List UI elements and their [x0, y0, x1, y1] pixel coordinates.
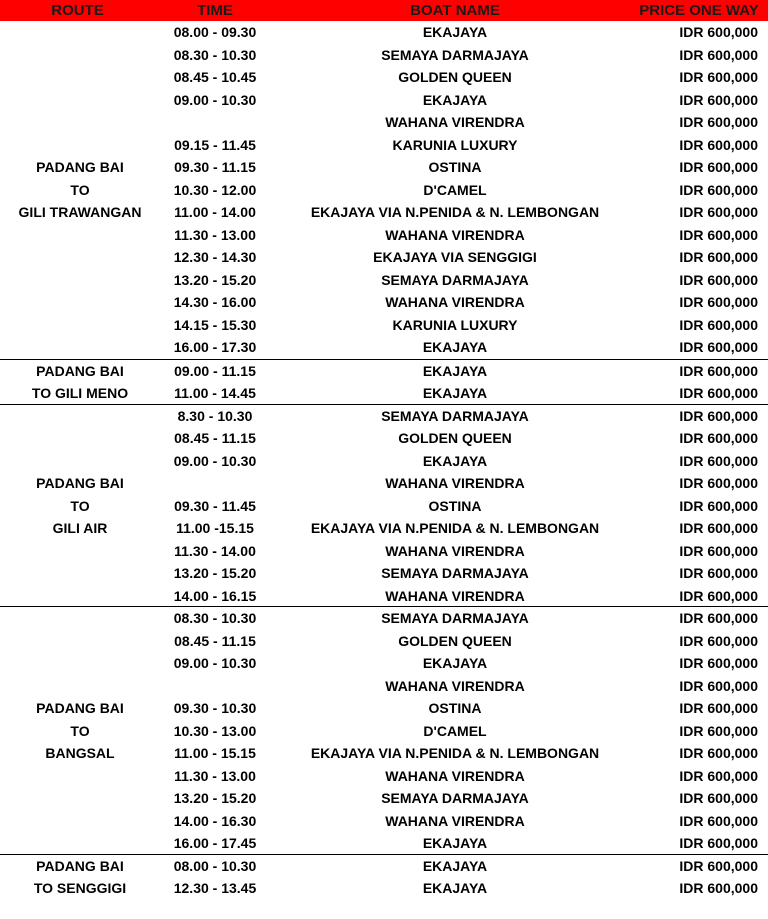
- price-one-way: IDR 600,000: [679, 880, 758, 896]
- boat-name: SEMAYA DARMAJAYA: [381, 46, 529, 63]
- boat-name: GOLDEN QUEEN: [398, 430, 512, 446]
- price-one-way: IDR 600,000: [679, 452, 758, 469]
- table-row: [0, 495, 768, 518]
- price-one-way: IDR 600,000: [679, 271, 758, 288]
- departure-time: 11.00 - 15.15: [174, 745, 256, 761]
- price-one-way: IDR 600,000: [679, 407, 758, 424]
- boat-name: WAHANA VIRENDRA: [385, 294, 525, 310]
- table-row: [0, 201, 768, 224]
- departure-time: 09.00 - 11.15: [174, 362, 256, 379]
- departure-time: 14.00 - 16.15: [173, 587, 257, 604]
- boat-name: WAHANA VIRENDRA: [385, 677, 525, 694]
- table-row: [0, 810, 768, 833]
- boat-name: KARUNIA LUXURY: [392, 316, 518, 333]
- boat-name: WAHANA VIRENDRA: [385, 226, 525, 243]
- table-row: [0, 855, 768, 878]
- departure-time: 16.00 - 17.30: [173, 339, 257, 355]
- price-one-way: IDR 600,000: [679, 181, 758, 198]
- departure-time: 14.00 - 16.30: [173, 812, 257, 829]
- table-row: [0, 89, 768, 112]
- price-one-way: IDR 600,000: [679, 46, 758, 63]
- boat-name: WAHANA VIRENDRA: [385, 475, 525, 491]
- price-one-way: IDR 600,000: [679, 136, 758, 153]
- departure-time: 14.15 - 15.30: [173, 316, 257, 333]
- route-group: [0, 21, 768, 359]
- table-header: [0, 0, 768, 21]
- route-group: [0, 404, 768, 608]
- departure-time: 11.00 -15.15: [176, 520, 254, 536]
- departure-time: 14.30 - 16.00: [173, 294, 257, 310]
- departure-time: 08.30 - 10.30: [173, 610, 257, 626]
- departure-time: 09.00 - 10.30: [173, 452, 257, 469]
- boat-name: WAHANA VIRENDRA: [385, 114, 525, 130]
- price-one-way: IDR 600,000: [679, 362, 758, 379]
- table-row: [0, 360, 768, 383]
- table-row: [0, 562, 768, 585]
- boat-name: WAHANA VIRENDRA: [385, 542, 525, 559]
- boat-name: EKAJAYA VIA N.PENIDA & N. LEMBONGAN: [310, 745, 600, 761]
- departure-time: 11.30 - 14.00: [174, 542, 256, 559]
- boat-name: EKAJAYA: [422, 880, 488, 896]
- departure-time: 16.00 - 17.45: [173, 835, 257, 851]
- price-one-way: IDR 600,000: [679, 857, 758, 874]
- boat-name: WAHANA VIRENDRA: [385, 767, 525, 784]
- price-one-way: IDR 600,000: [679, 69, 758, 85]
- price-one-way: IDR 600,000: [679, 745, 758, 761]
- boat-name: SEMAYA DARMAJAYA: [381, 790, 529, 806]
- header-price-one-way: PRICE ONE WAY: [639, 2, 759, 19]
- table-row: [0, 224, 768, 247]
- price-one-way: IDR 600,000: [679, 159, 758, 175]
- table-row: [0, 832, 768, 855]
- boat-name: D'CAMEL: [423, 181, 487, 198]
- boat-name: OSTINA: [428, 497, 482, 514]
- table-row: [0, 156, 768, 179]
- table-row: [0, 472, 768, 495]
- boat-name: GOLDEN QUEEN: [398, 69, 512, 85]
- table-row: [0, 179, 768, 202]
- route-label-line: PADANG BAI: [36, 475, 124, 491]
- boat-name: WAHANA VIRENDRA: [385, 812, 525, 829]
- departure-time: 11.00 - 14.00: [174, 204, 256, 220]
- price-one-way: IDR 600,000: [679, 430, 758, 446]
- boat-name: EKAJAYA: [422, 385, 488, 401]
- route-group: [0, 359, 768, 405]
- departure-time: 09.30 - 10.30: [173, 700, 257, 716]
- departure-time: 13.20 - 15.20: [173, 565, 257, 581]
- departure-time: 10.30 - 13.00: [173, 722, 257, 739]
- route-label-line: TO: [70, 497, 90, 514]
- table-row: [0, 246, 768, 269]
- departure-time: 12.30 - 13.45: [173, 880, 257, 896]
- table-row: [0, 720, 768, 743]
- departure-time: 13.20 - 15.20: [173, 790, 257, 806]
- boat-name: OSTINA: [428, 159, 482, 175]
- table-row: [0, 742, 768, 765]
- price-one-way: IDR 600,000: [679, 587, 758, 604]
- table-row: [0, 787, 768, 810]
- departure-time: 08.45 - 11.15: [174, 632, 256, 649]
- boat-name: EKAJAYA: [422, 339, 488, 355]
- departure-time: 11.30 - 13.00: [174, 767, 256, 784]
- table-row: [0, 66, 768, 89]
- table-row: [0, 405, 768, 428]
- price-one-way: IDR 600,000: [679, 520, 758, 536]
- departure-time: 09.00 - 10.30: [173, 91, 257, 108]
- route-label-line: GILI AIR: [52, 520, 108, 536]
- boat-name: EKAJAYA VIA N.PENIDA & N. LEMBONGAN: [310, 204, 600, 220]
- table-row: [0, 427, 768, 450]
- table-row: [0, 44, 768, 67]
- route-group: [0, 606, 768, 855]
- price-one-way: IDR 600,000: [679, 790, 758, 806]
- table-row: [0, 652, 768, 675]
- boat-name: SEMAYA DARMAJAYA: [381, 271, 529, 288]
- boat-name: WAHANA VIRENDRA: [385, 587, 525, 604]
- departure-time: 10.30 - 12.00: [173, 181, 257, 198]
- boat-name: EKAJAYA VIA N.PENIDA & N. LEMBONGAN: [310, 520, 600, 536]
- header-time: TIME: [197, 2, 233, 19]
- table-row: [0, 585, 768, 608]
- price-one-way: IDR 600,000: [679, 316, 758, 333]
- price-one-way: IDR 600,000: [679, 24, 758, 40]
- boat-name: EKAJAYA: [422, 91, 488, 108]
- departure-time: 09.15 - 11.45: [174, 136, 256, 153]
- departure-time: 09.30 - 11.15: [174, 159, 256, 175]
- departure-time: 08.30 - 10.30: [173, 46, 257, 63]
- header-boat-name: BOAT NAME: [410, 2, 500, 19]
- table-row: [0, 291, 768, 314]
- table-row: [0, 607, 768, 630]
- departure-time: 08.45 - 11.15: [174, 430, 256, 446]
- route-label-line: PADANG BAI: [36, 700, 124, 716]
- route-label-line: GILI TRAWANGAN: [18, 204, 142, 220]
- table-row: [0, 697, 768, 720]
- price-one-way: IDR 600,000: [679, 655, 758, 671]
- price-one-way: IDR 600,000: [679, 204, 758, 220]
- boat-name: GOLDEN QUEEN: [398, 632, 512, 649]
- boat-name: EKAJAYA: [422, 24, 488, 40]
- table-row: [0, 630, 768, 653]
- boat-name: OSTINA: [428, 700, 482, 716]
- departure-time: 08.45 - 10.45: [173, 69, 257, 85]
- route-label-line: TO: [70, 181, 90, 198]
- price-one-way: IDR 600,000: [679, 91, 758, 108]
- table-row: [0, 877, 768, 900]
- table-row: [0, 336, 768, 359]
- departure-time: 09.00 - 10.30: [173, 655, 257, 671]
- table-row: [0, 765, 768, 788]
- price-one-way: IDR 600,000: [679, 610, 758, 626]
- boat-name: SEMAYA DARMAJAYA: [381, 610, 529, 626]
- boat-name: EKAJAYA: [422, 857, 488, 874]
- route-label-line: TO SENGGIGI: [33, 880, 127, 896]
- route-group: [0, 854, 768, 900]
- departure-time: 11.00 - 14.45: [174, 385, 256, 401]
- price-one-way: IDR 600,000: [679, 114, 758, 130]
- price-one-way: IDR 600,000: [679, 294, 758, 310]
- route-label-line: TO: [70, 722, 90, 739]
- departure-time: 8.30 - 10.30: [177, 407, 253, 424]
- price-one-way: IDR 600,000: [679, 226, 758, 243]
- price-one-way: IDR 600,000: [679, 835, 758, 851]
- table-row: [0, 540, 768, 563]
- table-row: [0, 450, 768, 473]
- table-row: [0, 517, 768, 540]
- header-route: ROUTE: [51, 2, 104, 19]
- price-one-way: IDR 600,000: [679, 542, 758, 559]
- table-row: [0, 675, 768, 698]
- price-one-way: IDR 600,000: [679, 700, 758, 716]
- price-one-way: IDR 600,000: [679, 632, 758, 649]
- departure-time: 11.30 - 13.00: [174, 226, 256, 243]
- departure-time: 09.30 - 11.45: [174, 497, 256, 514]
- boat-name: KARUNIA LUXURY: [392, 136, 518, 153]
- price-one-way: IDR 600,000: [679, 812, 758, 829]
- price-one-way: IDR 600,000: [679, 565, 758, 581]
- route-label-line: TO GILI MENO: [31, 385, 129, 401]
- price-one-way: IDR 600,000: [679, 475, 758, 491]
- price-one-way: IDR 600,000: [679, 249, 758, 265]
- route-label-line: BANGSAL: [45, 745, 115, 761]
- route-label-line: PADANG BAI: [36, 362, 124, 379]
- price-one-way: IDR 600,000: [679, 677, 758, 694]
- price-one-way: IDR 600,000: [679, 339, 758, 355]
- departure-time: 12.30 - 14.30: [173, 249, 257, 265]
- boat-name: EKAJAYA: [422, 655, 488, 671]
- boat-name: SEMAYA DARMAJAYA: [381, 407, 529, 424]
- route-label-line: PADANG BAI: [36, 159, 124, 175]
- boat-name: EKAJAYA: [422, 835, 488, 851]
- price-one-way: IDR 600,000: [679, 497, 758, 514]
- departure-time: 08.00 - 10.30: [173, 857, 257, 874]
- price-one-way: IDR 600,000: [679, 722, 758, 739]
- table-row: [0, 314, 768, 337]
- boat-name: EKAJAYA: [422, 362, 488, 379]
- boat-name: D'CAMEL: [423, 722, 487, 739]
- boat-name: EKAJAYA VIA SENGGIGI: [373, 249, 537, 265]
- table-row: [0, 111, 768, 134]
- boat-name: EKAJAYA: [422, 452, 488, 469]
- price-one-way: IDR 600,000: [679, 767, 758, 784]
- route-label-line: PADANG BAI: [36, 857, 124, 874]
- departure-time: 08.00 - 09.30: [173, 24, 257, 40]
- price-one-way: IDR 600,000: [679, 385, 758, 401]
- table-row: [0, 382, 768, 405]
- table-row: [0, 21, 768, 44]
- departure-time: 13.20 - 15.20: [173, 271, 257, 288]
- table-row: [0, 269, 768, 292]
- table-row: [0, 134, 768, 157]
- boat-name: SEMAYA DARMAJAYA: [381, 565, 529, 581]
